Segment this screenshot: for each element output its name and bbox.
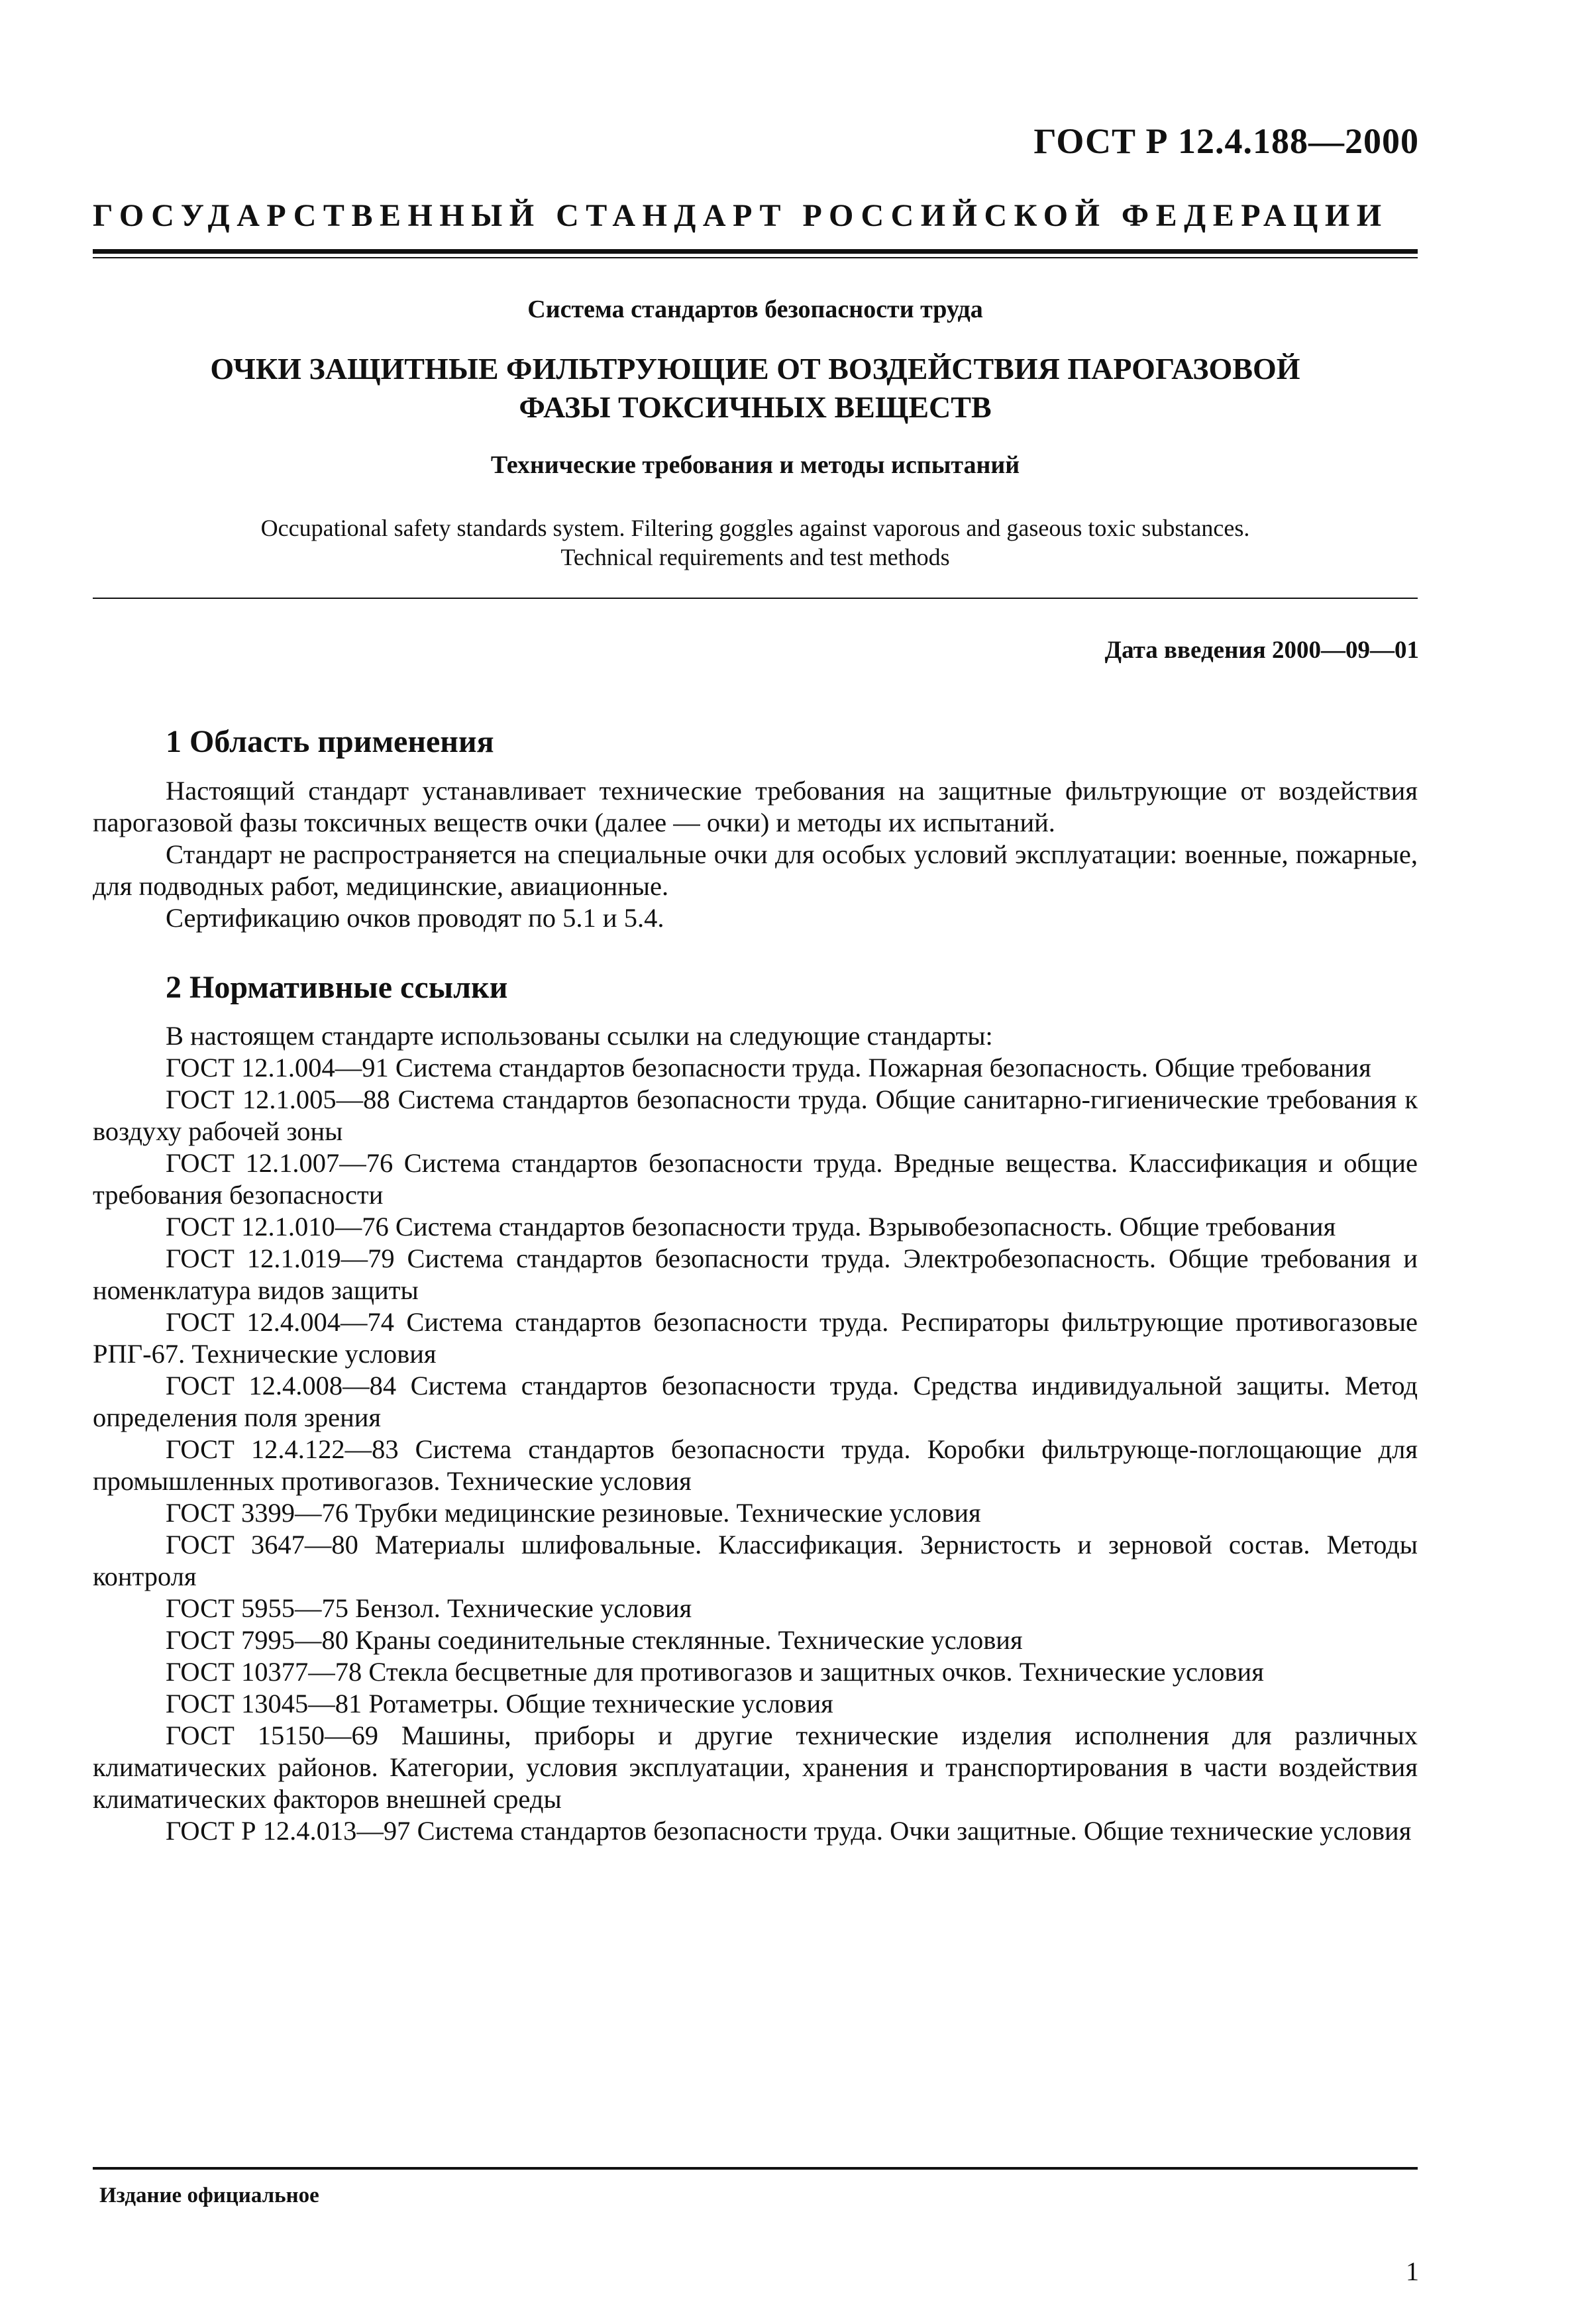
reference-item [93, 1593, 1418, 1624]
english-title-line1: Occupational safety standards system. Filtering goggles against vaporous and gaseous toxic substances. [260, 515, 1250, 541]
reference-item [93, 1211, 1418, 1243]
reference-text: Краны соединительные стеклянные. Технические условия [355, 1625, 1023, 1655]
reference-text: Система стандартов безопасности труда. Взрывобезопасность. Общие требования [395, 1212, 1336, 1241]
reference-text: Система стандартов безопасности труда. Очки защитные. Общие технические условия [417, 1816, 1412, 1846]
english-title [93, 513, 1418, 572]
introduction-date: Дата введения 2000—09—01 [1104, 637, 1419, 664]
reference-item [93, 1815, 1418, 1847]
reference-code: ГОСТ 12.1.004—91 [166, 1053, 389, 1083]
reference-code: ГОСТ 12.4.004—74 [166, 1307, 394, 1337]
reference-item [93, 1624, 1418, 1656]
reference-text: Система стандартов безопасности труда. Средства индивидуальной защиты. Метод определения поля зрения [93, 1371, 1418, 1432]
reference-text: Машины, приборы и другие технические изделия исполнения для различных климатических районов. Категории, условия эксплуатации, хранения и транспортирования в части воздействия климатических факторов внешней среды [93, 1720, 1418, 1814]
reference-text: Система стандартов безопасности труда. Респираторы фильтрующие противогазовые РПГ-67. Технические условия [93, 1307, 1418, 1369]
reference-code: ГОСТ 12.4.008—84 [166, 1371, 397, 1400]
reference-item [93, 1084, 1418, 1147]
section-1-paragraph: Настоящий стандарт устанавливает технические требования на защитные фильтрующие от воздействия парогазовой фазы токсичных веществ очки (далее — очки) и методы их испытаний. [93, 776, 1418, 837]
reference-code: ГОСТ 12.1.005—88 [166, 1084, 390, 1114]
reference-text: Система стандартов безопасности труда. Электробезопасность. Общие требования и номенклатура видов защиты [93, 1243, 1418, 1305]
main-title-line2: ФАЗЫ ТОКСИЧНЫХ ВЕЩЕСТВ [519, 390, 992, 424]
section-2-intro: В настоящем стандарте использованы ссылки на следующие стандарты: [166, 1021, 993, 1051]
reference-code: ГОСТ 15150—69 [166, 1720, 378, 1750]
reference-item [93, 1529, 1418, 1593]
reference-code: ГОСТ 13045—81 [166, 1689, 362, 1718]
reference-code: ГОСТ 12.1.010—76 [166, 1212, 389, 1241]
system-title: Система стандартов безопасности труда [527, 295, 983, 323]
reference-item [93, 1306, 1418, 1370]
subtitle: Технические требования и методы испытаний [490, 451, 1020, 479]
section-1-heading: 1 Область применения [166, 724, 494, 759]
reference-code: ГОСТ Р 12.4.013—97 [166, 1816, 411, 1846]
reference-item [93, 1688, 1418, 1720]
reference-text: Система стандартов безопасности труда. Пожарная безопасность. Общие требования [395, 1053, 1371, 1083]
reference-item [93, 1720, 1418, 1815]
reference-text: Трубки медицинские резиновые. Технические условия [355, 1498, 981, 1528]
reference-code: ГОСТ 12.4.122—83 [166, 1434, 399, 1464]
main-title-line1: ОЧКИ ЗАЩИТНЫЕ ФИЛЬТРУЮЩИЕ ОТ ВОЗДЕЙСТВИЯ ПАРОГАЗОВОЙ [210, 352, 1300, 386]
footer-rule [93, 2167, 1418, 2170]
document-number: ГОСТ Р 12.4.188—2000 [1033, 121, 1419, 161]
section-1-paragraph: Стандарт не распространяется на специальные очки для особых условий эксплуатации: военные, пожарные, для подводных работ, медицинские, авиационные. [93, 839, 1418, 901]
state-standard-banner: ГОСУДАРСТВЕННЫЙ СТАНДАРТ РОССИЙСКОЙ ФЕДЕРАЦИИ [93, 198, 1389, 233]
reference-text: Материалы шлифовальные. Классификация. Зернистость и зерновой состав. Методы контроля [93, 1530, 1418, 1591]
header-thick-rule [93, 249, 1418, 254]
edition-label: Издание официальное [99, 2184, 319, 2207]
reference-text: Бензол. Технические условия [355, 1593, 692, 1623]
section-2-body [93, 1020, 1418, 1847]
reference-item [93, 1370, 1418, 1434]
reference-text: Система стандартов безопасности труда. Общие санитарно-гигиенические требования к воздуху рабочей зоны [93, 1084, 1418, 1146]
reference-item [93, 1147, 1418, 1211]
main-title [93, 350, 1418, 427]
reference-code: ГОСТ 12.1.007—76 [166, 1148, 394, 1178]
section-2-heading: 2 Нормативные ссылки [166, 970, 508, 1005]
reference-code: ГОСТ 3647—80 [166, 1530, 358, 1559]
reference-code: ГОСТ 3399—76 [166, 1498, 349, 1528]
reference-item [93, 1656, 1418, 1688]
reference-text: Ротаметры. Общие технические условия [368, 1689, 833, 1718]
reference-item [93, 1497, 1418, 1529]
english-title-line2: Technical requirements and test methods [560, 544, 950, 570]
reference-text: Стекла бесцветные для противогазов и защитных очков. Технические условия [368, 1657, 1264, 1687]
reference-code: ГОСТ 12.1.019—79 [166, 1243, 395, 1273]
reference-text: Система стандартов безопасности труда. Вредные вещества. Классификация и общие требования безопасности [93, 1148, 1418, 1210]
reference-code: ГОСТ 7995—80 [166, 1625, 349, 1655]
reference-code: ГОСТ 10377—78 [166, 1657, 362, 1687]
reference-code: ГОСТ 5955—75 [166, 1593, 349, 1623]
page-number: 1 [1406, 2256, 1419, 2286]
reference-item [93, 1243, 1418, 1306]
section-1-paragraph: Сертификацию очков проводят по 5.1 и 5.4. [166, 903, 664, 933]
header-thin-rule [93, 257, 1418, 258]
reference-text: Система стандартов безопасности труда. Коробки фильтрующе-поглощающие для промышленных противогазов. Технические условия [93, 1434, 1418, 1496]
section-1-body [93, 775, 1418, 934]
reference-item [93, 1052, 1418, 1084]
title-divider [93, 598, 1418, 599]
reference-item [93, 1434, 1418, 1497]
